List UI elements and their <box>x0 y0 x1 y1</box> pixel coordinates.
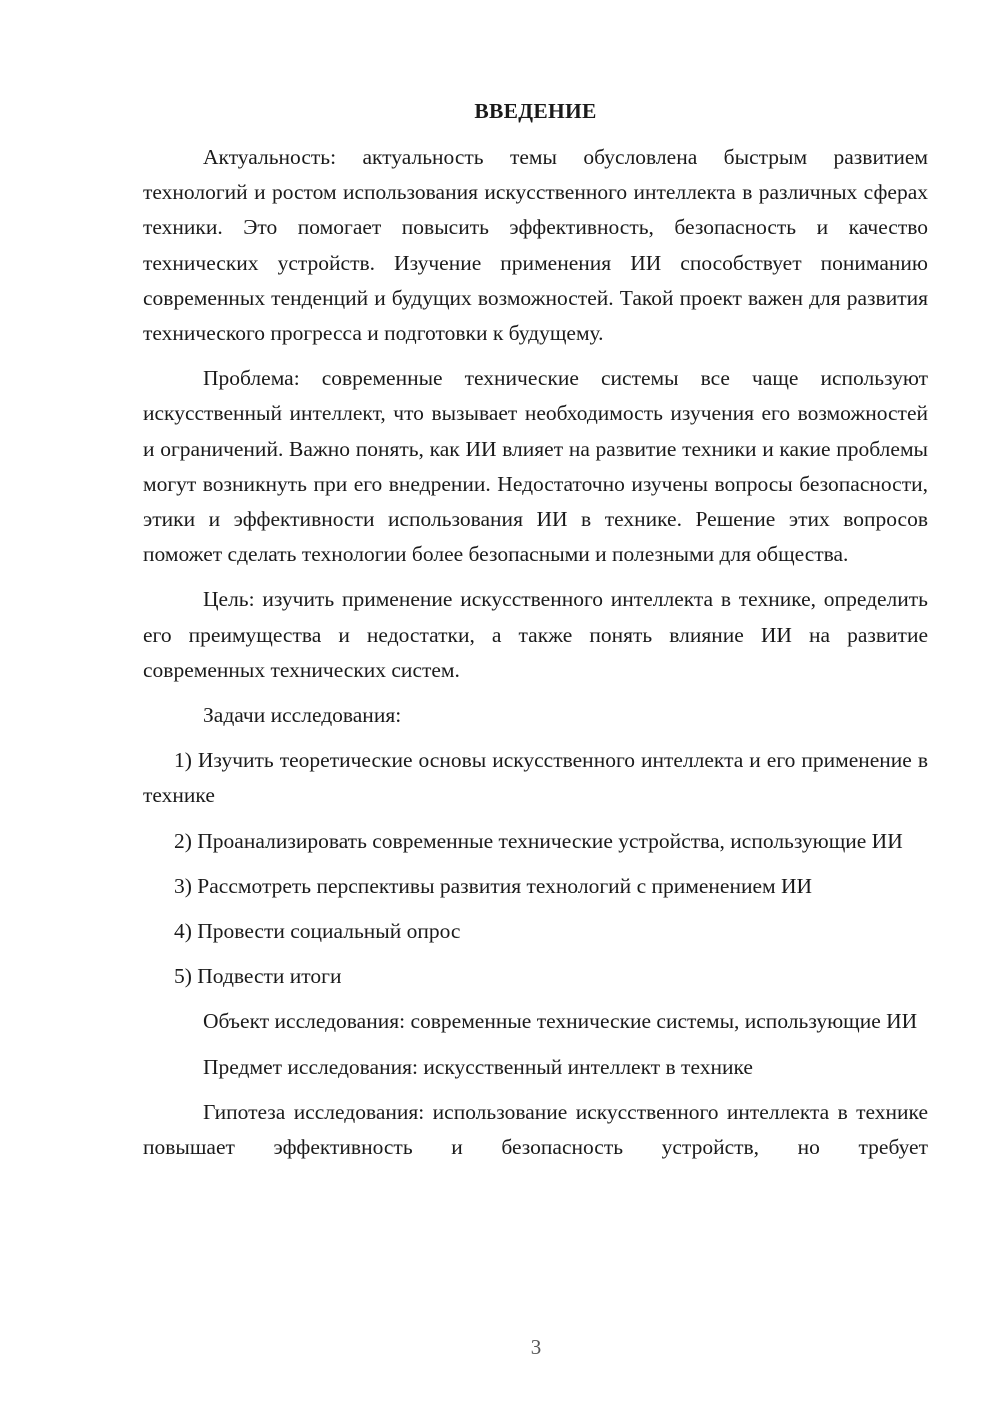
paragraph-relevance: Актуальность: актуальность темы обусловлена быстрым развитием технологий и ростом использования искусственного интеллекта в различных сферах техники. Это помогает повысить эффективность, безопасность и качество технических устройств. Изучение применения ИИ способствует пониманию современных тенденций и будущих возможностей. Такой проект важен для развития технического прогресса и подготовки к будущему. <box>143 145 928 346</box>
paragraph-hypothesis: Гипотеза исследования: использование искусственного интеллекта в технике повышает эффективность и безопасность устройств, но требует <box>143 1099 928 1160</box>
section-heading: ВВЕДЕНИЕ <box>474 99 597 123</box>
task-item-2: 2) Проанализировать современные технические устройства, использующие ИИ <box>174 828 903 853</box>
task-item-4: 4) Провести социальный опрос <box>174 919 461 944</box>
task-item-5: 5) Подвести итоги <box>174 964 342 989</box>
page-number: 3 <box>530 1335 542 1359</box>
paragraph-goal: Цель: изучить применение искусственного интеллекта в технике, определить его преимущества и недостатки, а также понять влияние ИИ на развитие современных технических систем. <box>143 587 928 682</box>
paragraph-problem: Проблема: современные технические системы все чаще используют искусственный интеллект, что вызывает необходимость изучения его возможностей и ограничений. Важно понять, как ИИ влияет на развитие техники и какие проблемы могут возникнуть при его внедрении. Недостаточно изучены вопросы безопасности, этики и эффективности использования ИИ в технике. Решение этих вопросов поможет сделать технологии более безопасными и полезными для общества. <box>143 366 928 567</box>
tasks-title: Задачи исследования: <box>203 703 402 728</box>
task-item-3: 3) Рассмотреть перспективы развития технологий с применением ИИ <box>174 873 813 898</box>
paragraph-subject: Предмет исследования: искусственный интеллект в технике <box>203 1054 753 1079</box>
task-item-1: 1) Изучить теоретические основы искусственного интеллекта и его применение в технике <box>143 748 928 808</box>
document-page <box>143 96 928 1175</box>
paragraph-object: Объект исследования: современные технические системы, использующие ИИ <box>203 1009 918 1034</box>
